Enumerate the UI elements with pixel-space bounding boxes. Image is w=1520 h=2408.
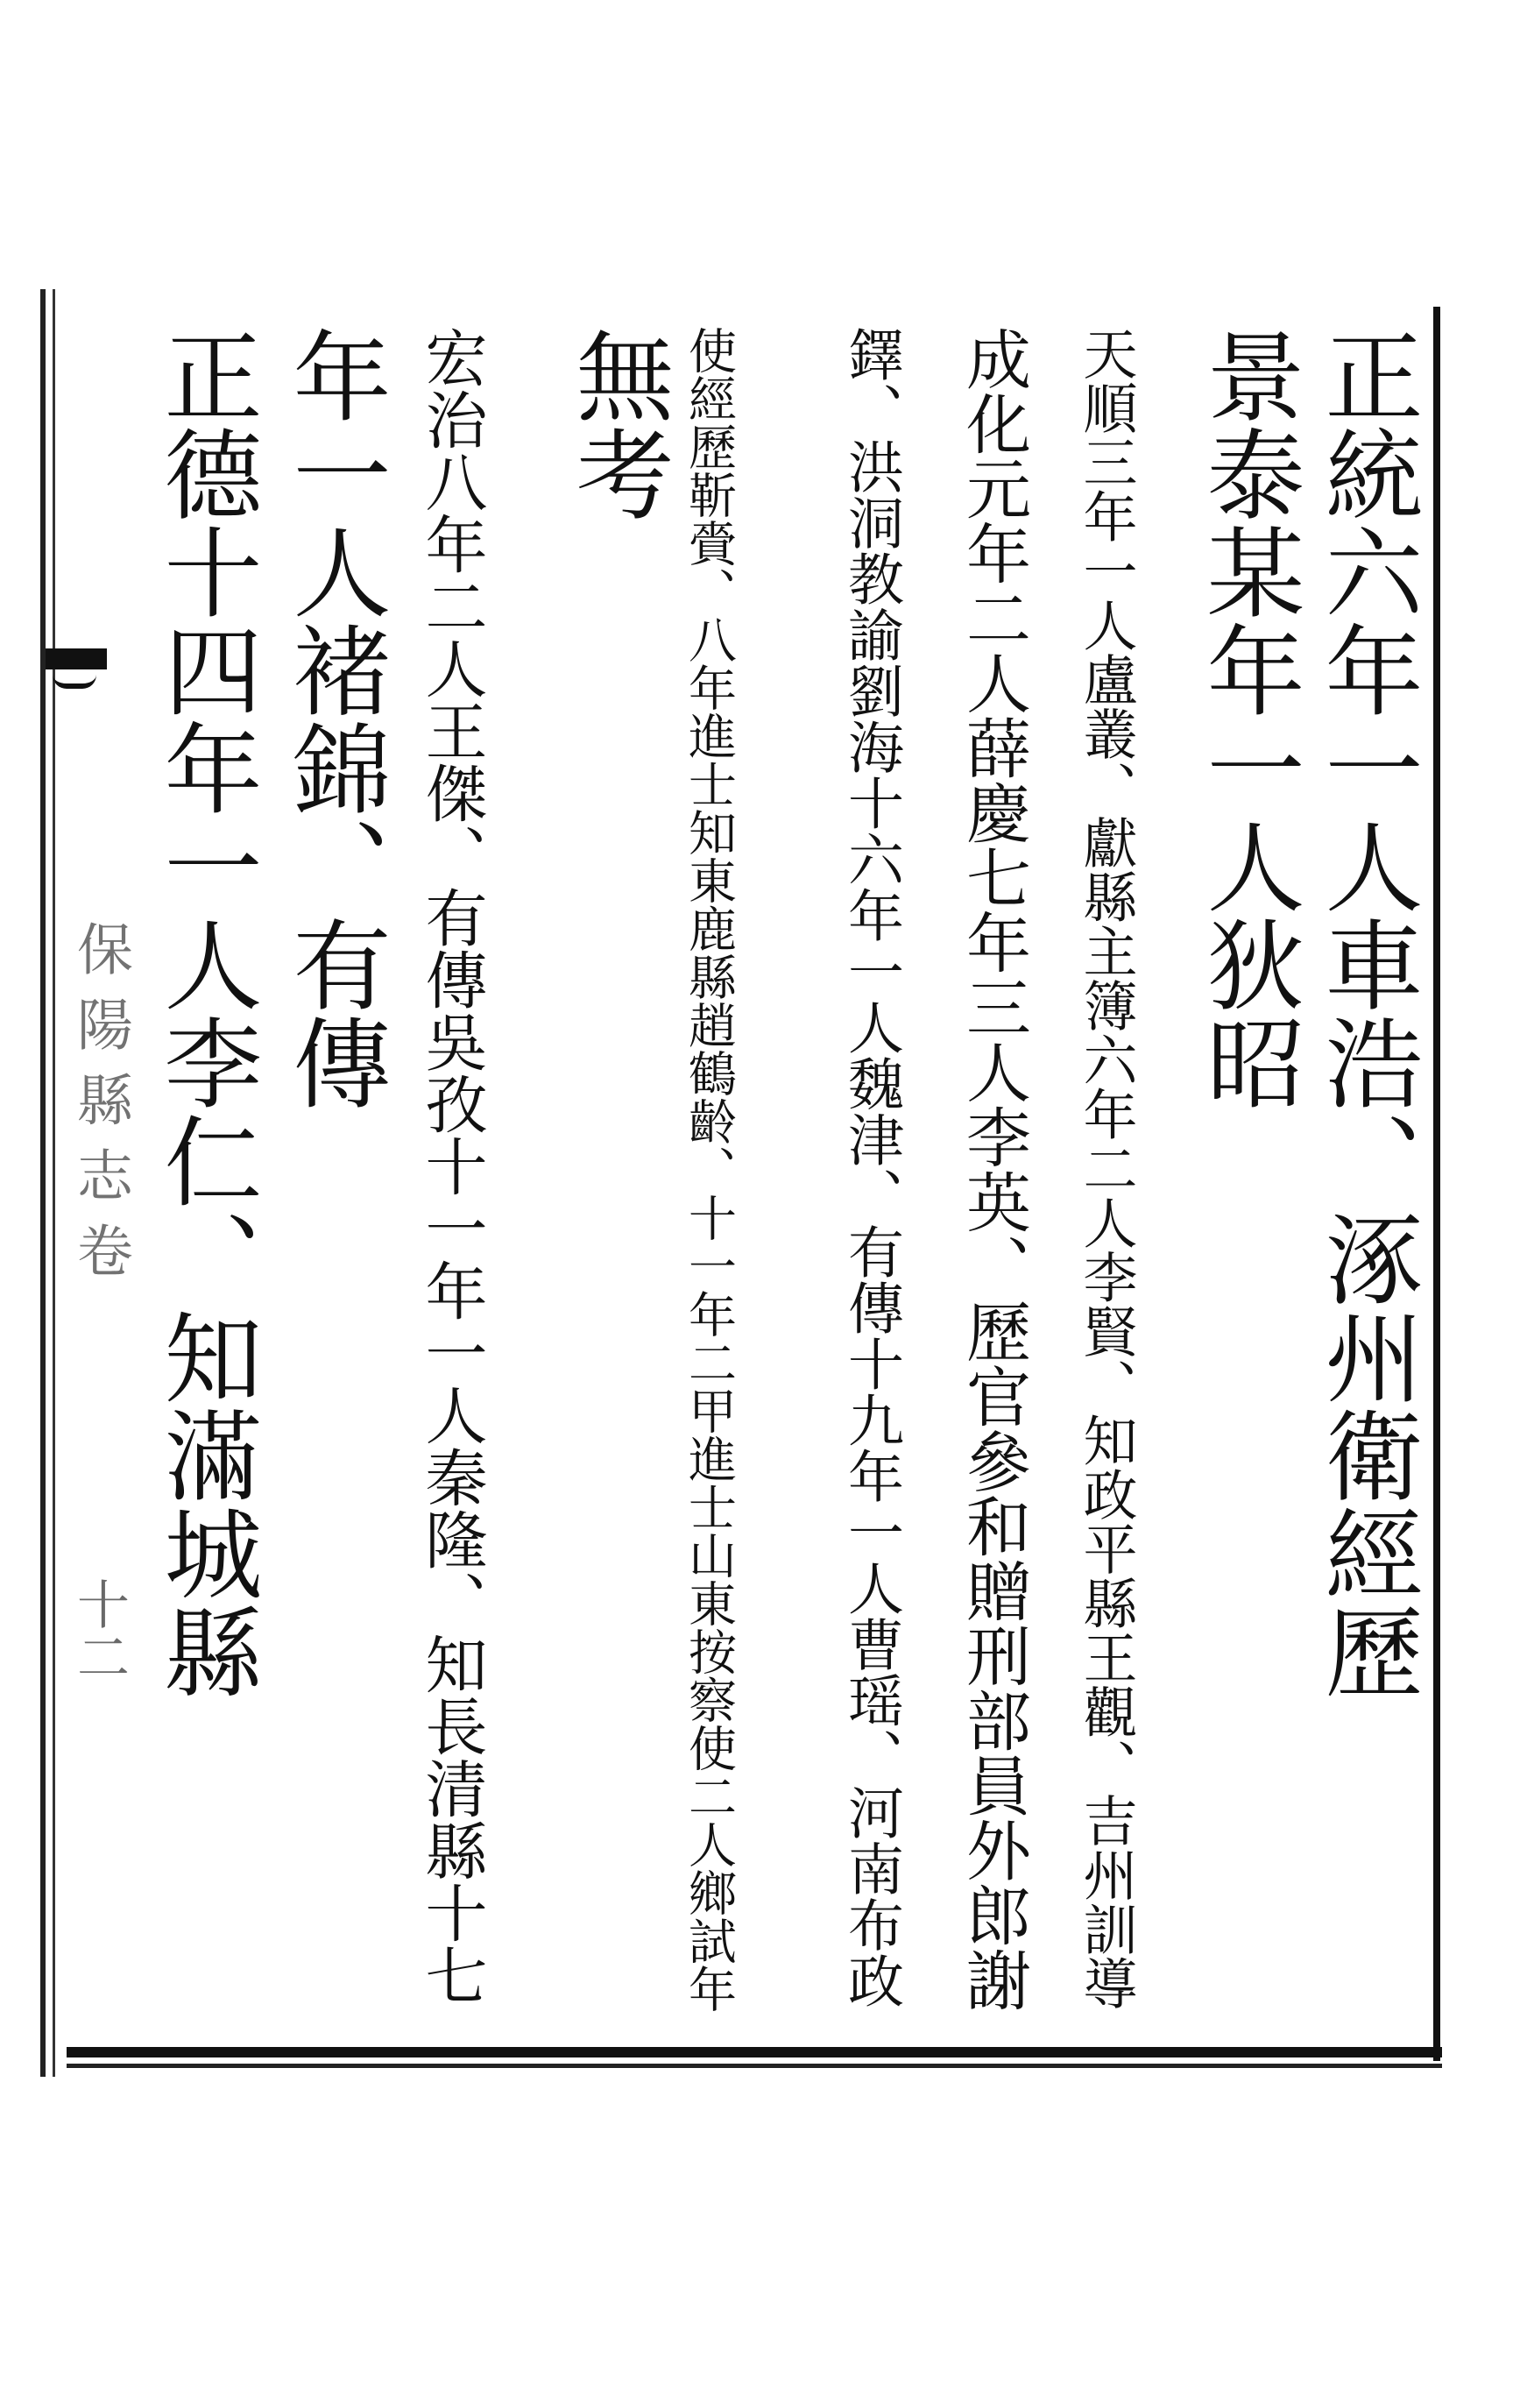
text-column-6: 使經歷靳賫、八年進士知東鹿縣趙鶴齡、十一年二甲進士山東按察使二人鄉試年	[681, 326, 737, 2013]
text-column-1: 正統六年一人車浩、涿州衛經歷	[1309, 326, 1423, 1700]
text-column-2: 景泰某年一人狄昭	[1191, 326, 1304, 1111]
frame-left-border-inner	[53, 289, 55, 2077]
text-column-7: 無考	[560, 326, 674, 522]
text-column-8: 宏治八年二人王傑、有傳吳孜十一年一人秦隆、知長清縣十七	[415, 326, 488, 2006]
spine-page-number: 十二	[68, 1577, 130, 1682]
text-column-9: 年一人褚錦、有傳	[277, 326, 391, 1111]
fishtail-mark-icon	[46, 648, 107, 669]
text-column-10: 正德十四年一人李仁、知滿城縣	[148, 326, 262, 1700]
frame-left-border	[40, 289, 46, 2077]
text-column-3: 天順三年一人盧叢、獻縣主簿六年二人李賢、知政平縣王觀、吉州訓導	[1074, 326, 1138, 2010]
frame-right-border	[1433, 307, 1440, 2061]
text-column-4: 成化元年二人薛慶七年三人李英、歷官參和贈刑部員外郎謝	[956, 326, 1031, 2012]
text-column-5: 鐸、洪洞教諭劉海十六年一人魏津、有傳十九年一人曹瑶、河南布政	[838, 326, 903, 2008]
fishtail-curve-icon	[53, 675, 96, 689]
spine-title: 保陽縣志卷	[67, 920, 132, 1297]
frame-bottom-border	[67, 2047, 1442, 2057]
frame-bottom-border-inner	[67, 2064, 1442, 2068]
